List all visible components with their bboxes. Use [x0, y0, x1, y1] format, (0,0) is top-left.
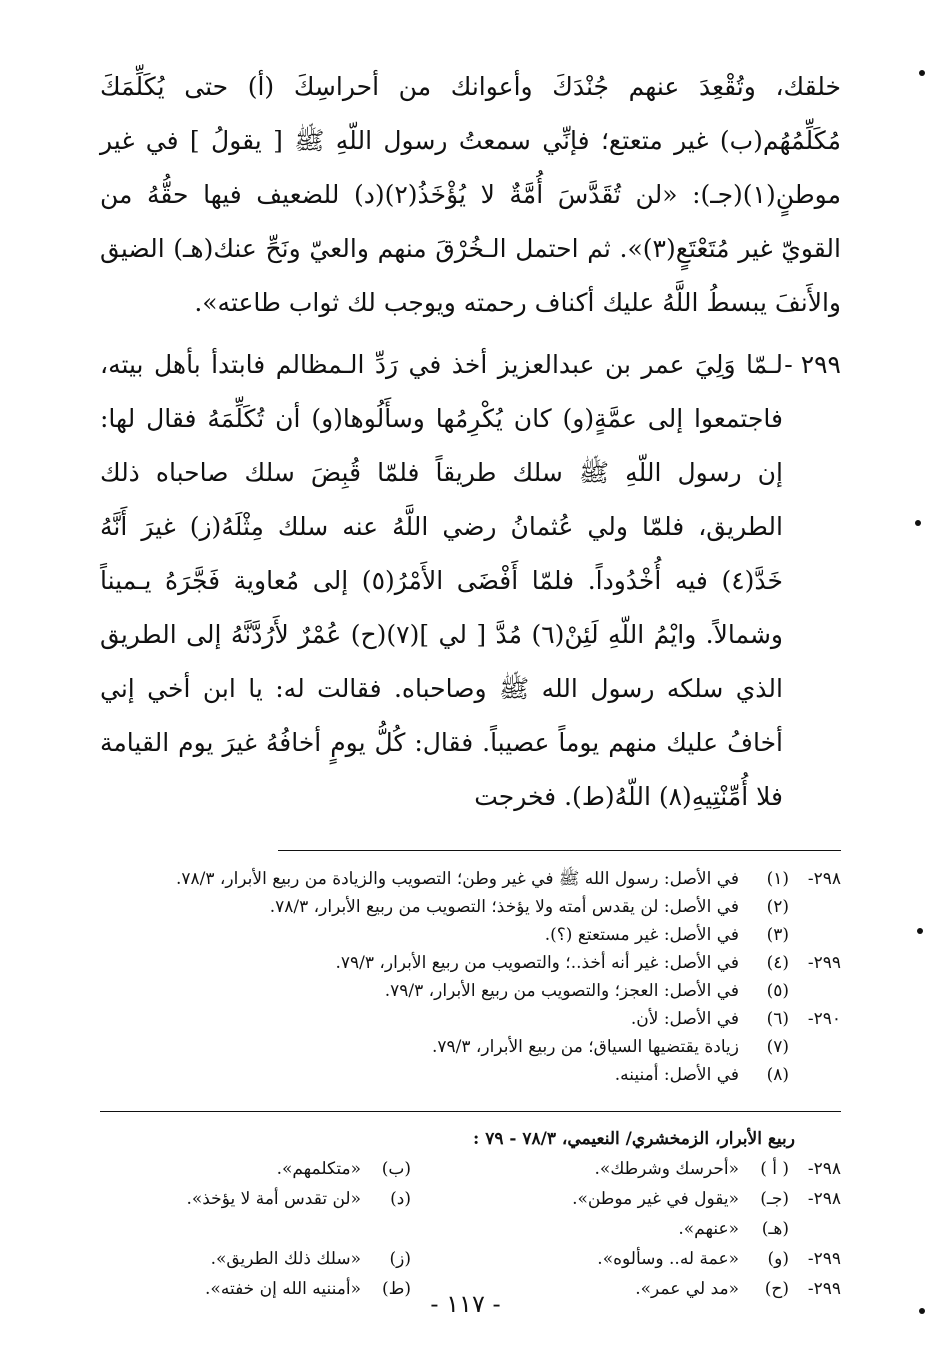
variant-text: «عمة له.. وسألوه».	[597, 1249, 739, 1269]
footnote-text: في الأصل: العجز؛ والتصويب من ربيع الأبرار، ٧٩/٣.	[384, 981, 739, 1001]
variant-letter: (ز)	[389, 1249, 411, 1269]
variant-paragraph: ٢٩٨-	[807, 1159, 841, 1179]
margin-dot	[919, 70, 925, 76]
variant-letter: (و)	[767, 1249, 789, 1269]
footnote-text: في الأصل: لن يقدس أمته ولا يؤخذ؛ التصويب من ربيع الأبرار، ٧٨/٣.	[269, 897, 739, 917]
variant-text: «مد لي عمر».	[635, 1279, 739, 1299]
variant-text: «سلك ذلك الطريق».	[210, 1249, 361, 1269]
variant-right	[481, 1244, 841, 1274]
footnote-number: (٥)	[766, 981, 789, 1001]
footnote-paragraph: ٢٩٨-	[807, 869, 841, 889]
variant-row	[100, 1244, 841, 1274]
footnote-row	[100, 1033, 841, 1061]
footnotes	[100, 865, 841, 1089]
source-divider	[100, 1111, 841, 1112]
footnote-paragraph: ٢٩٩-	[807, 953, 841, 973]
footnote-row	[100, 1005, 841, 1033]
footnote-row	[100, 1061, 841, 1089]
footnote-text: في الأصل: لأن.	[630, 1009, 739, 1029]
variant-letter: (ب)	[381, 1159, 411, 1179]
footnote-text: في الأصل: رسول الله ﷺ في غير وطن؛ التصويب والزيادة من ربيع الأبرار، ٧٨/٣.	[175, 869, 739, 889]
variant-paragraph: ٢٩٩-	[807, 1249, 841, 1269]
variant-left	[111, 1244, 411, 1274]
footnote-text: زيادة يقتضيها السياق؛ من ربيع الأبرار، ٧٩/٣.	[432, 1037, 739, 1057]
footnote-number: (٣)	[766, 925, 789, 945]
variant-right	[481, 1214, 841, 1244]
variant-text: «يقول في غير موطن».	[572, 1189, 739, 1209]
page-number: - ١١٧ -	[430, 1290, 501, 1318]
page-body	[100, 60, 841, 1331]
variant-right	[481, 1184, 841, 1214]
variant-text: «متكلمهم».	[276, 1159, 361, 1179]
variant-text: «أحرسك وشرطك».	[594, 1159, 739, 1179]
footnote-text: في الأصل: أمنينه.	[614, 1065, 739, 1085]
variant-row	[100, 1214, 841, 1244]
footnote-number: (٨)	[766, 1065, 789, 1085]
variant-letter: (ح)	[764, 1279, 789, 1299]
source-title: ربيع الأبرار، الزمخشري/ النعيمي، ٧٨/٣ - ٧٩ :	[473, 1129, 795, 1149]
footnote-number: (٦)	[766, 1009, 789, 1029]
variant-right	[481, 1154, 841, 1184]
variant-text: «لن تقدس أمة لا يؤخذ».	[186, 1189, 361, 1209]
footnote-number: (٧)	[766, 1037, 789, 1057]
paragraph-299-text: لـمّا وَلِيَ عمر بن عبدالعزيز أخذ في رَدِّ الـمظالم فابتدأ بأهل بيته، فاجتمعوا إلى عمَّةٍ(و) كان يُكْرِمُها وسأَلُوها(و) أن تُكَلِّمَهُ فقال لها: إن رسول اللّهِ ﷺ سلك طريقاً فلمّا قُبِضَ سلك صاحباه ذلك الطريق، فلمّا ولي عُثمانُ رضي اللَّهُ عنه سلك مِثْلَهُ(ز) غيرَ أَنَّهُ خَدَّ(٤) فيه أُخْدُوداً. فلمّا أَفْضَى الأَمْرُ(٥) إلى مُعاوية فَجَّرَهُ يـميناً وشمالاً. وايْمُ اللّهِ لَئِنْ(٦) مُدَّ [ لي ](٧)(ح) عُمْرٌ لأَرُدَّنَّهُ إلى الطريق الذي سلكه رسول الله ﷺ وصاحباه. فقالت له: يا ابن أخي إني أخافُ عليك منهم يوماً عصيباً. فقال: كُلُّ يومٍ أخافُهُ غيرَ يوم القيامة فلا أُمِّنْتِيهِ(٨) اللّهُ(ط). فخرجت	[100, 350, 783, 811]
footnote-row	[100, 893, 841, 921]
footnote-number: (٢)	[766, 897, 789, 917]
variant-left	[111, 1184, 411, 1214]
variant-letter: (هـ)	[761, 1219, 789, 1239]
variant-letter: ( أ )	[760, 1159, 789, 1179]
margin-dot	[919, 1308, 925, 1314]
variant-paragraph: ٢٩٨-	[807, 1189, 841, 1209]
variant-paragraph: ٢٩٩-	[807, 1279, 841, 1299]
variant-row	[100, 1154, 841, 1184]
footnotes-divider	[278, 850, 841, 851]
footnote-number: (٤)	[766, 953, 789, 973]
footnote-number: (١)	[766, 869, 789, 889]
footnote-row	[100, 921, 841, 949]
variant-row	[100, 1184, 841, 1214]
footnote-text: في الأصل: غير مستعتع (؟).	[544, 925, 739, 945]
main-text	[100, 60, 841, 824]
footnote-row	[100, 977, 841, 1005]
variant-left	[111, 1154, 411, 1184]
variant-left	[111, 1214, 411, 1244]
margin-dot	[915, 520, 921, 526]
variant-text: «أمننيه الله إن خفته».	[205, 1279, 361, 1299]
footnote-row	[100, 865, 841, 893]
paragraph-299	[100, 338, 841, 824]
paragraph-298: خلقك، وتُقْعِدَ عنهم جُنْدَكَ وأعوانك من أحراسِكَ (أ) حتى يُكَلِّمَكَ مُكَلِّمُهُم(ب) غير متعتع؛ فإنِّي سمعتُ رسول اللّهِ ﷺ [ يقولُ ] في غير موطنٍ(١)(جـ): «لن تُقَدَّسَ أُمَّةٌ لا يُؤْخَذُ(٢)(د) للضعيف فيها حقُّهُ من القويّ غير مُتَعْتَعٍ(٣)». ثم احتمل الـخُرْقَ منهم والعيّ ونَحِّ عنك(هـ) الضيق والأَنفَ يبسطُ اللَّهُ عليك أكناف رحمته ويوجب لك ثواب طاعته».	[100, 72, 841, 317]
variant-letter: (د)	[390, 1189, 411, 1209]
variant-letter: (جـ)	[760, 1189, 789, 1209]
source-variants	[100, 1124, 841, 1304]
margin-dot	[917, 928, 923, 934]
footnote-text: في الأصل: غير أنه أخذ..؛ والتصويب من ربيع الأبرار، ٧٩/٣.	[335, 953, 739, 973]
footnote-row	[100, 949, 841, 977]
footnote-paragraph: ٢٩٠-	[807, 1009, 841, 1029]
variant-text: «عنهم».	[678, 1219, 739, 1239]
variant-letter: (ط)	[382, 1279, 411, 1299]
paragraph-number: ٢٩٩ -	[784, 350, 841, 379]
